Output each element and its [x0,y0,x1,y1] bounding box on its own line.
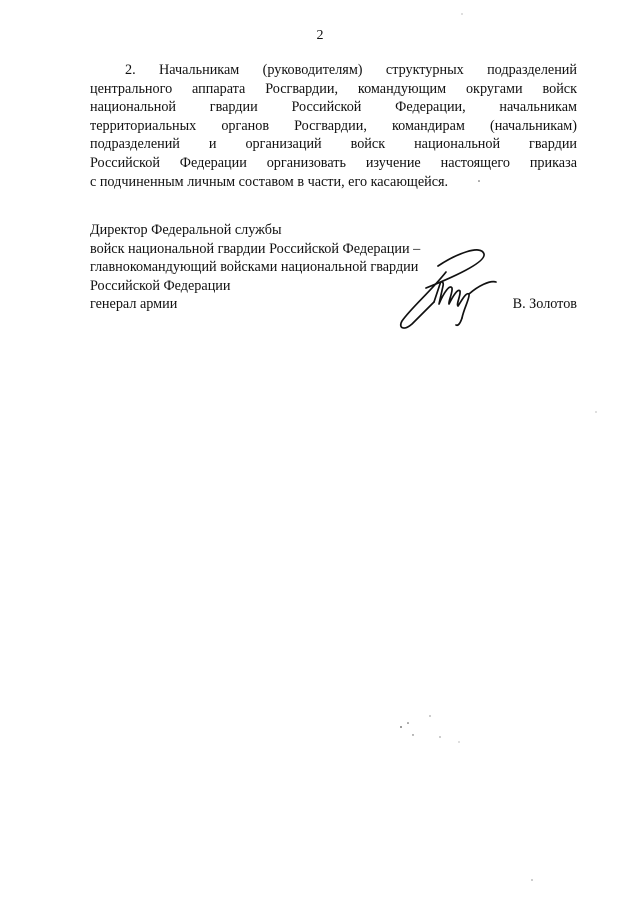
paragraph-line: 2. Начальникам (руководителям) структурных подразделений [125,62,577,78]
signer-name: В. Золотов [512,296,577,312]
page-number: 2 [316,28,324,43]
paragraph-line: центрального аппарата Росгвардии, командующим округами войск [90,80,577,97]
paragraph-line: с подчиненным личным составом в части, его касающейся. [90,173,449,190]
signatory-title-line: главнокомандующий войсками национальной гвардии [90,259,419,276]
paragraph-line: Российской Федерации организовать изучение настоящего приказа [90,154,577,171]
paragraph-line: национальной гвардии Российской Федерации, начальникам [90,99,577,116]
signatory-rank: генерал армии [90,296,178,313]
paragraph-line: территориальных органов Росгвардии, командирам (начальникам) [90,117,577,134]
signatory-title-line: Директор Федеральной службы [90,222,282,238]
handwritten-signature [386,246,502,332]
signatory-title-line: Российской Федерации [90,277,231,294]
paragraph-line: подразделений и организаций войск национальной гвардии [90,136,577,153]
signatory-title-block [90,221,420,314]
body-paragraph [90,61,577,191]
signatory-title-line: войск национальной гвардии Российской Федерации – [90,240,421,257]
